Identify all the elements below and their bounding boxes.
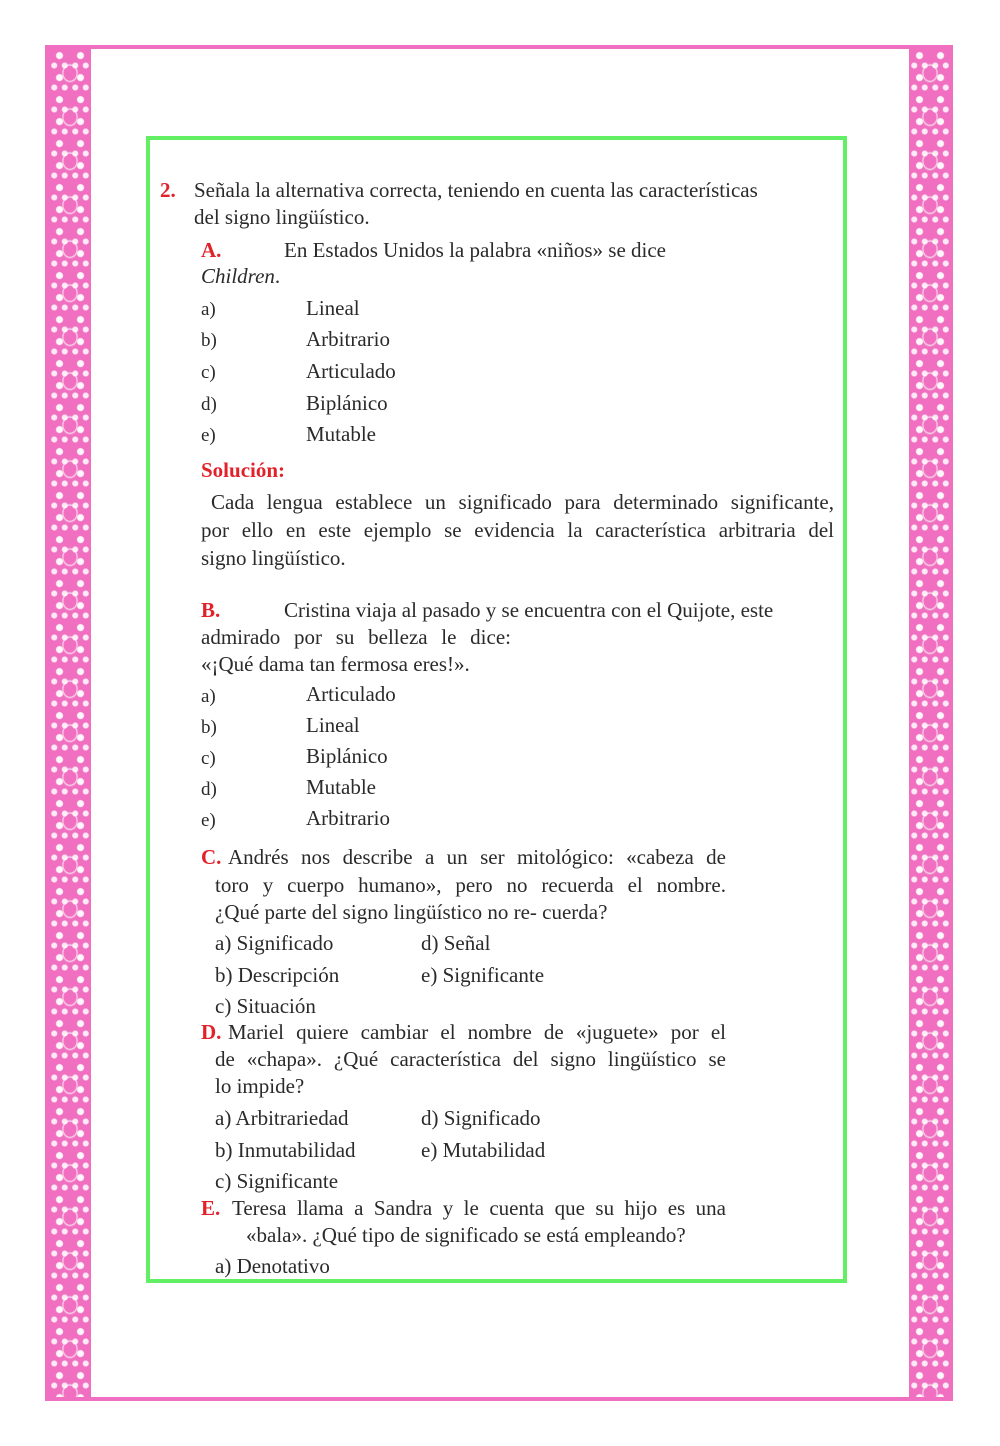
part-d-letter: D.: [201, 1020, 222, 1044]
option-label: a): [201, 299, 216, 320]
option-label: e): [201, 810, 216, 831]
option-text: Lineal: [306, 713, 360, 737]
option-label: a): [201, 686, 216, 707]
part-d-option-e: e) Mutabilidad: [421, 1138, 546, 1162]
option-label: c): [201, 748, 216, 769]
option-label: b): [201, 717, 217, 738]
option-text: Arbitrario: [306, 806, 390, 830]
part-b-letter: B.: [201, 598, 221, 622]
option-label: d): [201, 394, 217, 415]
part-c-option-a: a) Significado: [215, 931, 334, 955]
solution-title: Solución:: [201, 458, 286, 482]
part-d-text-line1: Mariel quiere cambiar el nombre de «juguete» por el: [228, 1020, 726, 1044]
question-number: 2.: [160, 178, 176, 202]
part-b-text-line2: admirado por su belleza le dice:: [201, 625, 511, 649]
option-text: Articulado: [306, 682, 396, 706]
part-a-text-line1: En Estados Unidos la palabra «niños» se dice: [284, 238, 666, 262]
part-c-option-b: b) Descripción: [215, 963, 340, 987]
option-label: b): [201, 330, 217, 351]
floral-border-left: [49, 49, 91, 1397]
part-d-text-line2: de «chapa». ¿Qué característica del signo lingüístico se: [215, 1047, 726, 1071]
option-text: Mutable: [306, 775, 376, 799]
part-a-italic-word: Children: [201, 264, 275, 288]
part-a-text-line2: Children.: [201, 264, 281, 288]
option-label: c): [201, 362, 216, 383]
part-c-text-line1: Andrés nos describe a un ser mitológico: «cabeza de: [228, 845, 726, 869]
question-text-line1: Señala la alternativa correcta, teniendo en cuenta las características: [194, 178, 758, 202]
solution-line2: por ello en este ejemplo se evidencia la característica arbitraria del: [201, 518, 834, 542]
part-e-letter: E.: [201, 1196, 221, 1220]
part-e-text-line1: Teresa llama a Sandra y le cuenta que su hijo es una: [232, 1196, 726, 1220]
part-c-text-line2: toro y cuerpo humano», pero no recuerda el nombre.: [215, 873, 726, 897]
option-text: Arbitrario: [306, 327, 390, 351]
option-text: Lineal: [306, 296, 360, 320]
part-d-option-d: d) Significado: [421, 1106, 541, 1130]
option-text: Biplánico: [306, 391, 388, 415]
solution-line1: Cada lengua establece un significado para determinado significante,: [211, 490, 834, 514]
part-b-text-line3: «¡Qué dama tan fermosa eres!».: [201, 652, 470, 676]
option-text: Biplánico: [306, 744, 388, 768]
part-e-option-a: a) Denotativo: [215, 1254, 330, 1278]
part-d-text-line3: lo impide?: [215, 1074, 305, 1098]
part-c-option-d: d) Señal: [421, 931, 491, 955]
floral-border-right: [909, 49, 951, 1397]
solution-line3: signo lingüístico.: [201, 546, 346, 570]
option-text: Mutable: [306, 422, 376, 446]
part-b-text-line1: Cristina viaja al pasado y se encuentra con el Quijote, este: [284, 598, 774, 622]
question-text-line2: del signo lingüístico.: [194, 205, 370, 229]
part-e-text-line2: «bala». ¿Qué tipo de significado se está empleando?: [246, 1223, 686, 1247]
part-d-option-b: b) Inmutabilidad: [215, 1138, 356, 1162]
part-c-option-c: c) Situación: [215, 994, 316, 1018]
part-c-text-line3: ¿Qué parte del signo lingüístico no re- cuerda?: [215, 900, 608, 924]
part-c-option-e: e) Significante: [421, 963, 545, 987]
option-text: Articulado: [306, 359, 396, 383]
part-d-option-c: c) Significante: [215, 1169, 339, 1193]
part-a-letter: A.: [201, 238, 222, 262]
option-label: d): [201, 779, 217, 800]
part-c-letter: C.: [201, 845, 222, 869]
option-label: e): [201, 425, 216, 446]
part-d-option-a: a) Arbitrariedad: [215, 1106, 349, 1130]
